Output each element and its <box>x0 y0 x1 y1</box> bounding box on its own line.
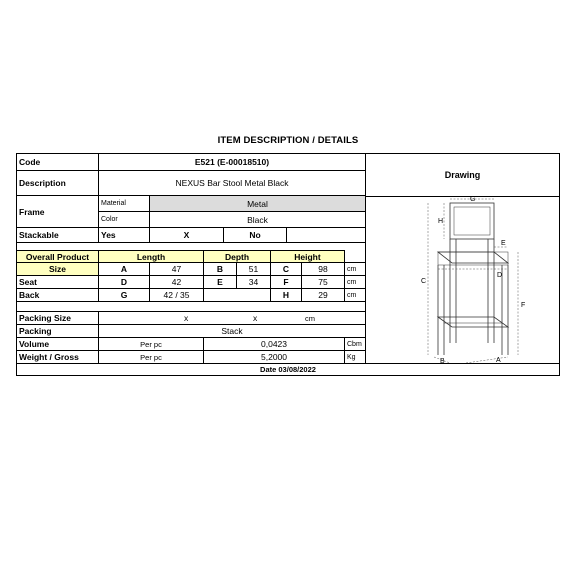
drawing-label-d: D <box>497 272 503 279</box>
code-label: Code <box>16 153 99 171</box>
dim-b-letter: B <box>203 262 237 276</box>
drawing-footrest <box>438 317 508 327</box>
stackable-no: No <box>223 227 287 243</box>
drawing-label-b: B <box>440 358 445 363</box>
date-footer: Date 03/08/2022 <box>16 363 560 376</box>
dim-b-value: 51 <box>236 262 271 276</box>
material-value: Metal <box>149 195 366 212</box>
frame-label: Frame <box>16 195 99 228</box>
volume-unit: Cbm <box>344 337 366 351</box>
drawing-panel <box>365 196 560 364</box>
drawing-label-a: A <box>496 357 501 363</box>
overall-unit: cm <box>344 262 366 276</box>
packing-value: Stack <box>98 324 366 338</box>
stackable-yes: Yes <box>98 227 150 243</box>
back-label: Back <box>16 288 99 302</box>
volume-label: Volume <box>16 337 99 351</box>
drawing-backrest-inner <box>454 207 490 235</box>
weight-per: Per pc <box>98 350 204 364</box>
dim-d-value: 42 <box>149 275 204 289</box>
packing-size-unit: cm <box>305 313 315 323</box>
dim-a-letter: A <box>98 262 150 276</box>
color-value: Black <box>149 211 366 228</box>
height-header: Height <box>270 250 345 263</box>
weight-label: Weight / Gross <box>16 350 99 364</box>
packing-size-x1: x <box>184 313 189 323</box>
code-value: E521 (E-00018510) <box>98 153 366 171</box>
drawing-label-f: F <box>521 302 526 309</box>
dim-c-value: 98 <box>301 262 345 276</box>
overall-label: Overall Product <box>16 250 99 263</box>
dim-e-value: 34 <box>236 275 271 289</box>
details-sheet <box>16 153 560 376</box>
drawing-backrest <box>450 203 494 239</box>
length-header: Length <box>98 250 204 263</box>
dim-h-letter: H <box>270 288 302 302</box>
dim-g-letter: G <box>98 288 150 302</box>
dim-e-letter: E <box>203 275 237 289</box>
volume-per: Per pc <box>98 337 204 351</box>
dim-g-value: 42 / 35 <box>149 288 204 302</box>
drawing-title: Drawing <box>444 170 481 180</box>
packing-size-label: Packing Size <box>16 311 99 325</box>
weight-value: 5,2000 <box>203 350 345 364</box>
dim-a-value: 47 <box>149 262 204 276</box>
stackable-x: X <box>149 227 224 243</box>
overall-size-label: Size <box>16 262 99 276</box>
drawing-label-c: C <box>421 278 427 285</box>
seat-unit: cm <box>344 275 366 289</box>
packing-label: Packing <box>16 324 99 338</box>
stool-drawing-icon <box>366 197 559 363</box>
depth-header: Depth <box>203 250 271 263</box>
drawing-header <box>365 153 560 197</box>
stackable-blank <box>286 227 366 243</box>
drawing-label-e: E <box>501 240 506 247</box>
back-depth-blank <box>203 288 271 302</box>
dim-h-value: 29 <box>301 288 345 302</box>
page-title: ITEM DESCRIPTION / DETAILS <box>217 135 359 146</box>
material-label: Material <box>98 195 150 212</box>
color-label: Color <box>98 211 150 228</box>
dim-f-value: 75 <box>301 275 345 289</box>
drawing-label-g: G <box>470 197 476 203</box>
dim-c-letter: C <box>270 262 302 276</box>
seat-label: Seat <box>16 275 99 289</box>
drawing-seat <box>438 252 508 263</box>
dim-d-letter: D <box>98 275 150 289</box>
back-unit: cm <box>344 288 366 302</box>
description-value: NEXUS Bar Stool Metal Black <box>98 170 366 196</box>
packing-size-x2: x <box>253 313 258 323</box>
stackable-label: Stackable <box>16 227 99 243</box>
weight-unit: Kg <box>344 350 366 364</box>
drawing-label-h: H <box>438 218 444 225</box>
description-label: Description <box>16 170 99 196</box>
volume-value: 0,0423 <box>203 337 345 351</box>
dim-f-letter: F <box>270 275 302 289</box>
packing-size-row <box>98 311 366 325</box>
